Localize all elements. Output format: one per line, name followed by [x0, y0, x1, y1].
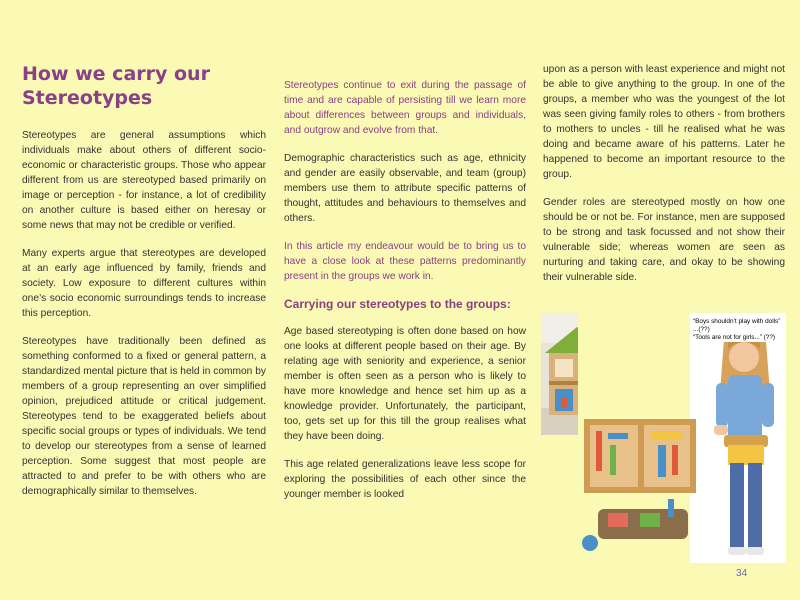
column-left	[22, 62, 266, 512]
quote-line: “Tools are not for girls...” (??)	[693, 334, 776, 341]
paragraph: This age related generalizations leave less scope for exploring the possibilities of each other since the younger member is looked	[284, 459, 526, 500]
paragraph: Gender roles are stereotyped mostly on how one should be or not be. For instance, men are supposed to be strong and task focussed and not show their vulnerable side; whereas women are seen as nurturing and taking care, and okay to be showing their vulnerable side.	[543, 197, 785, 283]
quote-line: “Boys shouldn’t play with dolls” ...(??)	[693, 318, 781, 333]
intro-paragraph: In this article my endeavour would be to bring us to have a close look at these patterns predominantly present in the groups we work in.	[284, 241, 526, 282]
paragraph: Many experts argue that stereotypes are developed at an early age influenced by family, friends and society. Low exposure to different cultures within one’s socio economic surroundings tends to increase this perception.	[22, 248, 266, 319]
article-title: How we carry our Stereotypes	[22, 63, 210, 109]
paragraph: upon as a person with least experience and might not be able to give anything to the group. In one of the groups, a member who was the youngest of the lot was seen giving family roles to others - from brothers to mothers to uncles - till he realised what he was doing and became aware of his patterns. Later he happened to become an important resource to the group.	[543, 64, 785, 180]
intro-paragraph: Stereotypes continue to exit during the passage of time and are capable of persisting till we learn more about differences between groups and individuals, and outgrow and evolve from that.	[284, 80, 526, 136]
column-middle	[284, 78, 526, 515]
paragraph: Stereotypes have traditionally been defined as something conformed to a fixed or general pattern, a standardized mental picture that is held in common by members of a group representing an over simplified opinion, prejudiced attitude or critical judgement. Stereotypes tend to be exaggerated beliefs about specific social groups or types of individuals. We tend to develop our stereotypes from a sense of learned perception. Some suggest that most people are attracted to and prefer to be with others who are demographically similar to themselves.	[22, 336, 266, 497]
section-heading: Carrying our stereotypes to the groups:	[284, 297, 511, 311]
page-number: 34	[736, 568, 748, 579]
paragraph: Stereotypes are general assumptions which individuals make about others of different socio-economic or characteristic groups. Those who appear different from us are stereotyped based primarily on image or perception - for instance, a lot of credibility on another culture is based either on heresay or some news that may not be credible or verified.	[22, 130, 266, 231]
column-right	[543, 62, 785, 298]
paragraph: Demographic characteristics such as age, ethnicity and gender are easily observable, and team (group) members use them to attribute specific patterns of thought, attitudes and behaviours to themselves and others.	[284, 153, 526, 224]
girl-tools-photo	[578, 313, 786, 563]
paragraph: Age based stereotyping is often done based on how one looks at different people based on their age. By relating age with seniority and experience, a senior member is often seen as a person who is likely to have more knowledge and hence set him up as a knowledge provider. Unfortunately, the participant, too, gets set up for this till the group realises what they have been doing.	[284, 326, 526, 442]
caption-quote	[693, 318, 785, 342]
